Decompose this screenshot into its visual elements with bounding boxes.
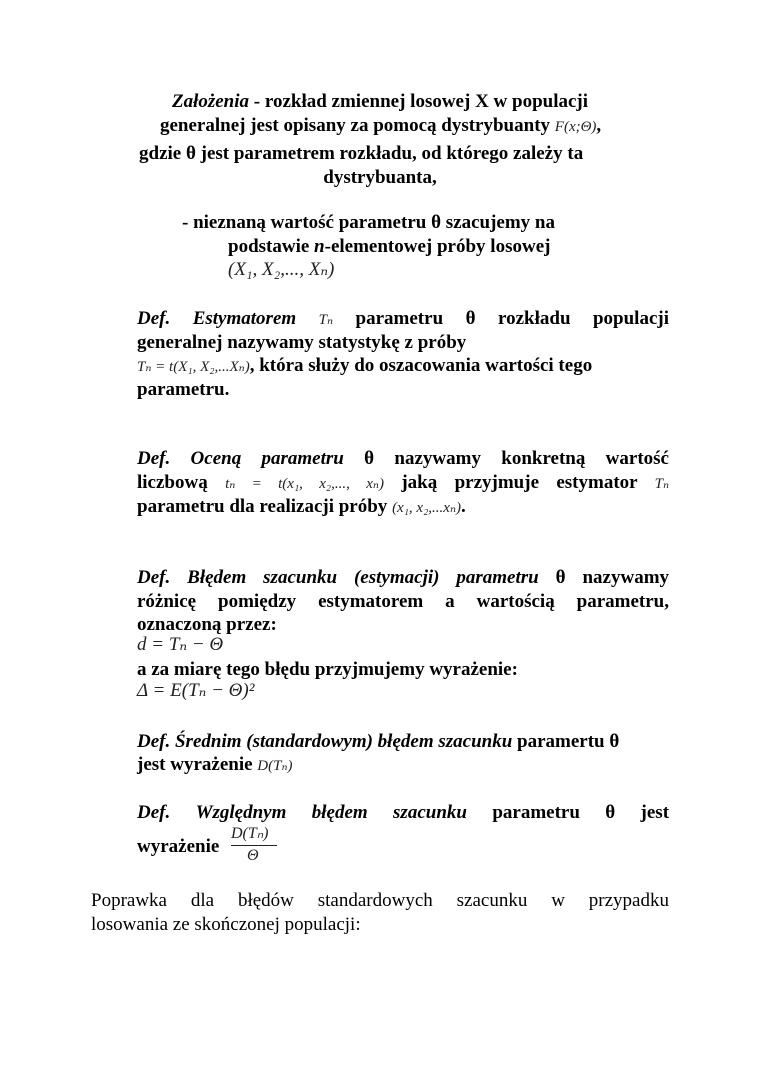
def-relative-error-line-1: Def. Względnym błędem szacunku parametru θ jest	[137, 802, 670, 823]
estimator-symbol-2: Tₙ	[654, 476, 670, 492]
assumptions-line-4: dystrybuanta,	[323, 167, 437, 188]
def-error-line-4: a za miarę tego błędu przyjmujemy wyrażenie:	[137, 659, 518, 680]
fraction-bar	[231, 845, 277, 846]
relative-error-fraction	[231, 823, 279, 869]
estimator-formula: Tₙ = t(X₁, X₂,...Xₙ)	[137, 359, 250, 375]
assumptions-line-1: Założenia - rozkład zmiennej losowej X w populacji	[171, 91, 589, 112]
distribution-formula: F(x;Θ)	[554, 119, 597, 135]
def-estimate-line-1: Def. Oceną parametru θ nazywamy konkretną wartość	[137, 448, 669, 469]
error-formula: d = Tₙ − Θ	[137, 634, 224, 655]
estimate-formula: tₙ = t(x₁, x₂,..., xₙ)	[225, 476, 384, 492]
def-mean-error-line-2: jest wyrażenie D(Tₙ)	[137, 754, 293, 775]
def-estimator-line-4: parametru.	[137, 379, 230, 400]
def-error-line-1: Def. Błędem szacunku (estymacji) parametru θ nazywamy	[137, 567, 670, 588]
correction-line-2: losowania ze skończonej populacji:	[91, 914, 361, 935]
fraction-denominator: Θ	[247, 847, 259, 864]
def-estimator-line-2: generalnej nazywamy statystykę z próby	[137, 332, 467, 353]
def-relative-error-line-2: wyrażenie	[137, 836, 220, 857]
assumptions-bullet-line-2: podstawie n-elementowej próby losowej	[228, 236, 551, 257]
assumptions-line-3: gdzie θ jest parametrem rozkładu, od którego zależy ta	[139, 143, 584, 164]
sample-formula: (X₁, X₂,..., Xₙ)	[228, 259, 335, 280]
realization-sample: (x₁, x₂,...xₙ)	[392, 500, 462, 516]
std-error-formula: D(Tₙ)	[257, 758, 293, 774]
def-error-line-2: różnicę pomiędzy estymatorem a wartością parametru,	[137, 591, 669, 612]
fraction-numerator: D(Tₙ)	[231, 825, 269, 842]
estimator-symbol: Tₙ	[318, 312, 334, 328]
mse-formula: Δ = E(Tₙ − Θ)²	[137, 680, 255, 701]
def-estimate-line-2: liczbową tₙ = t(x₁, x₂,..., xₙ) jaką przyjmuje estymator Tₙ	[137, 472, 670, 493]
def-estimator-line-3: Tₙ = t(X₁, X₂,...Xₙ), która służy do oszacowania wartości tego	[137, 355, 593, 376]
assumptions-bullet-line-1: - nieznaną wartość parametru θ szacujemy na	[182, 212, 555, 233]
def-mean-error-line-1: Def. Średnim (standardowym) błędem szacunku paramertu θ	[137, 731, 620, 752]
assumptions-line-2: generalnej jest opisany za pomocą dystrybuanty F(x;Θ),	[160, 115, 602, 136]
correction-line-1: Poprawka dla błędów standardowych szacunku w przypadku	[91, 890, 669, 911]
def-error-line-3: oznaczoną przez:	[137, 614, 277, 635]
def-estimator-line-1: Def. Estymatorem Tₙ parametru θ rozkładu populacji	[137, 308, 670, 329]
def-estimate-line-3: parametru dla realizacji próby (x₁, x₂,...xₙ).	[137, 496, 466, 517]
